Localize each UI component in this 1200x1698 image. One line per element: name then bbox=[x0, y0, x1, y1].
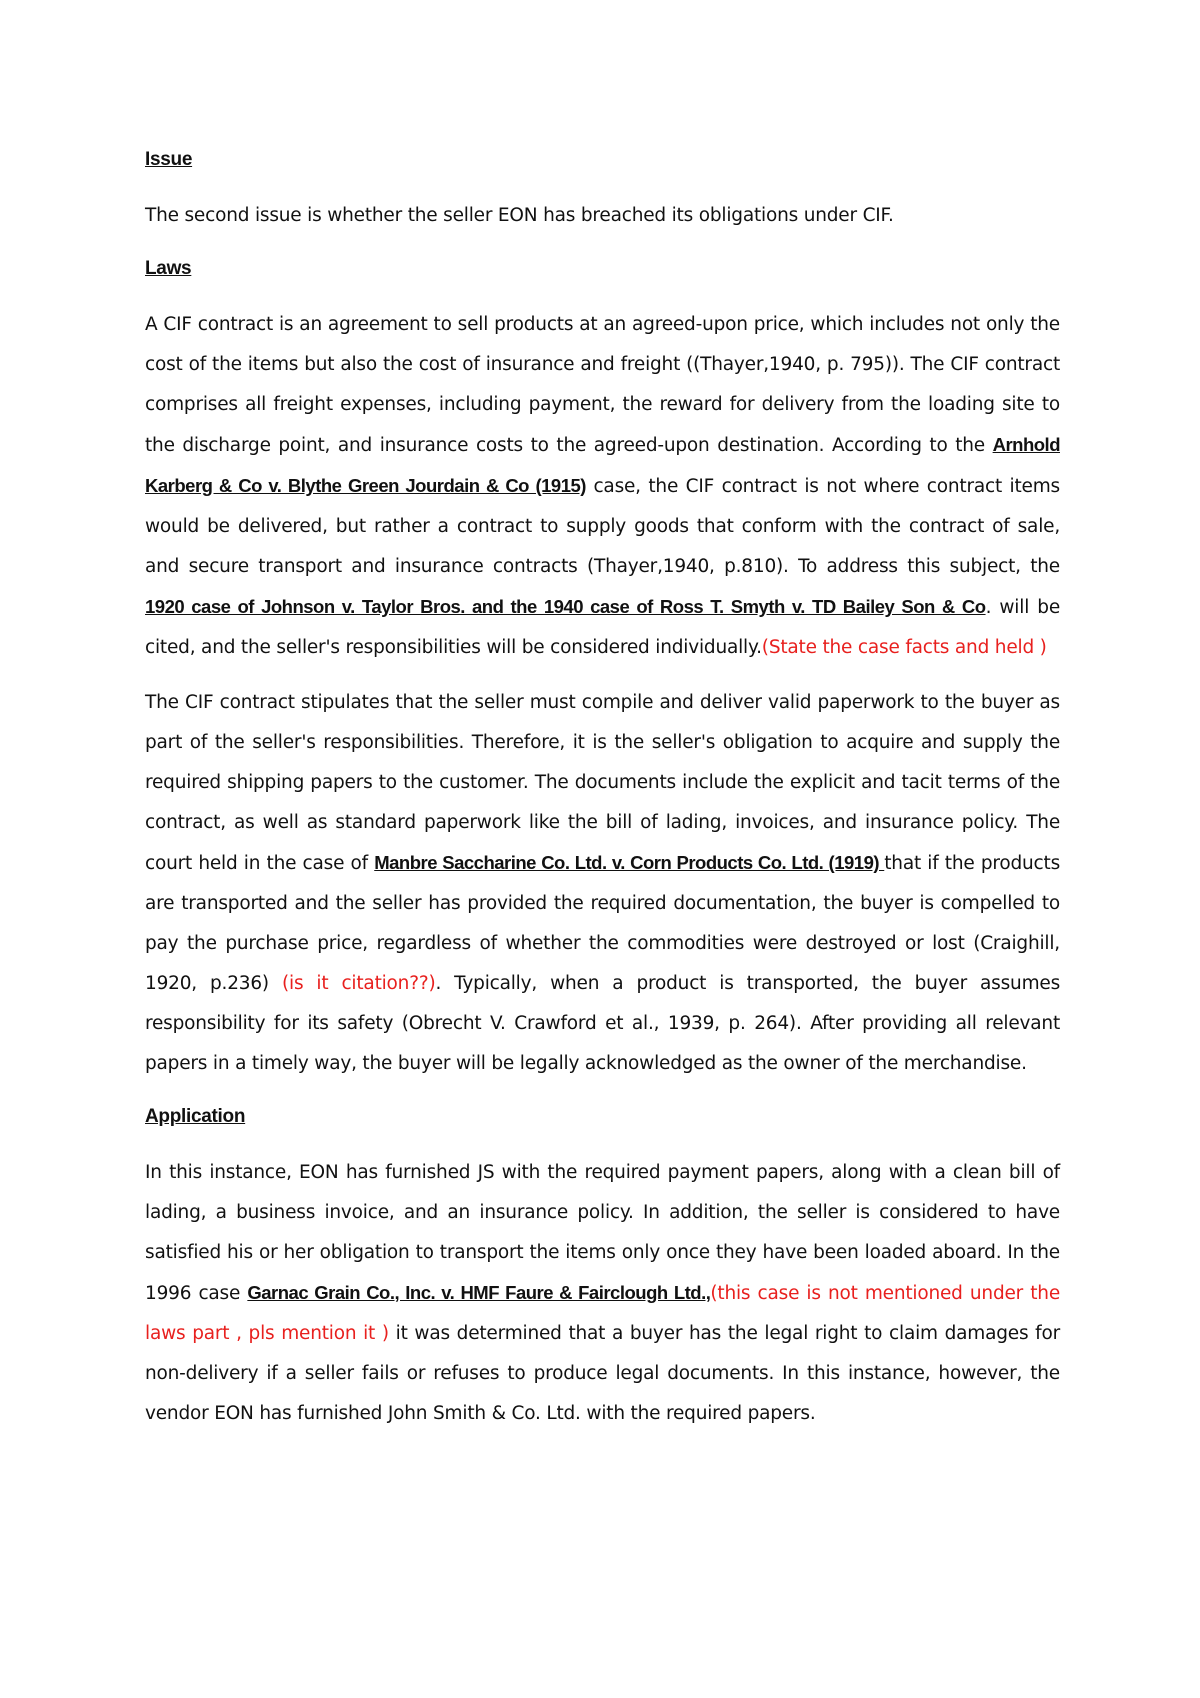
application-heading: Application bbox=[145, 1106, 246, 1127]
document-page bbox=[145, 142, 1060, 1449]
case-garnac-grain: Garnac Grain Co., Inc. v. HMF Faure & Fairclough Ltd., bbox=[247, 1282, 711, 1303]
review-comment-mention-case: (this case is not mentioned under the laws part , pls mention it ) bbox=[145, 1283, 1060, 1344]
app-p1-text-1: In this instance, EON has furnished JS with the required payment papers, along with a clean bill of lading, a business invoice, and an insurance policy. In addition, the seller is considered to have satisfied his or her obligation to transport the items only once they have been loaded aboard. In the 1996 case bbox=[145, 1162, 1060, 1304]
laws-p1-text-3: . will be cited, and the seller's responsibilities will be considered individually. bbox=[145, 597, 1060, 658]
issue-heading: Issue bbox=[145, 149, 193, 170]
review-comment-state-facts: (State the case facts and held ) bbox=[761, 637, 1047, 658]
app-p1-text-2: it was determined that a buyer has the legal right to claim damages for non-delivery if a seller fails or refuses to produce legal documents. In this instance, however, the vendor EON has furnished John Smith & Co. Ltd. with the required papers. bbox=[145, 1323, 1060, 1424]
issue-paragraph: The second issue is whether the seller EON has breached its obligations under CIF. bbox=[145, 205, 894, 226]
laws-p1-text-1: A CIF contract is an agreement to sell products at an agreed-upon price, which includes not only the cost of the items but also the cost of insurance and freight ((Thayer,1940, p. 795)). The CIF contract comprises all freight expenses, including payment, the reward for delivery from the loading site to the discharge point, and insurance costs to the agreed-upon destination. According to the bbox=[145, 314, 1060, 456]
laws-p2-text-1: The CIF contract stipulates that the seller must compile and deliver valid paperwork to the buyer as part of the seller's responsibilities. Therefore, it is the seller's obligation to acquire and supply the required shipping papers to the customer. The documents include the explicit and tacit terms of the contract, as well as standard paperwork like the bill of lading, invoices, and insurance policy. The court held in the case of bbox=[145, 692, 1060, 874]
laws-p2-text-3: . Typically, when a product is transported, the buyer assumes responsibility for its safety (Obrecht V. Crawford et al., 1939, p. 264). After providing all relevant papers in a timely way, the buyer will be legally acknowledged as the owner of the merchandise. bbox=[145, 973, 1061, 1074]
application-paragraph-1 bbox=[145, 1153, 1060, 1434]
laws-paragraph-1 bbox=[145, 305, 1060, 668]
laws-p2-text-2: that if the products are transported and the seller has provided the required documentation, the buyer is compelled to pay the purchase price, regardless of whether the commodities were destroyed or lost (Craighill, 1920, p.236) bbox=[145, 853, 1061, 994]
review-comment-citation: (is it citation??) bbox=[282, 973, 436, 994]
case-manbre-saccharine: Manbre Saccharine Co. Ltd. v. Corn Products Co. Ltd. (1919) bbox=[374, 852, 885, 873]
laws-p1-text-2: case, the CIF contract is not where contract items would be delivered, but rather a contract to supply goods that conform with the contract of sale, and secure transport and insurance contracts (Thayer,1940, p.810). To address this subject, the bbox=[145, 476, 1060, 577]
laws-heading: Laws bbox=[145, 258, 192, 279]
case-johnson-taylor-ross-smyth: 1920 case of Johnson v. Taylor Bros. and the 1940 case of Ross T. Smyth v. TD Bailey Son & Co bbox=[145, 596, 986, 617]
laws-paragraph-2 bbox=[145, 683, 1060, 1084]
case-arnhold-karberg: Arnhold Karberg & Co v. Blythe Green Jourdain & Co (1915) bbox=[145, 434, 1060, 496]
